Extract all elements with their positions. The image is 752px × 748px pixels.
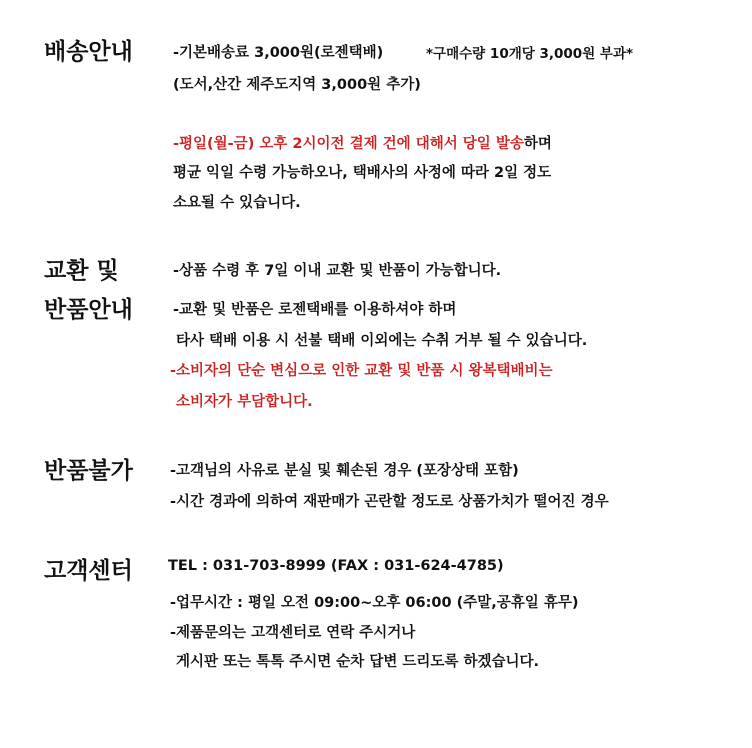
service-inquiry-cont: 게시판 또는 톡톡 주시면 순차 답변 드리도록 하겠습니다.: [176, 654, 540, 670]
exchange-courier-note: 타사 택배 이용 시 선불 택배 이외에는 수취 거부 될 수 있습니다.: [176, 333, 588, 349]
no-return-reason-2: -시간 경과에 의하여 재판매가 곤란할 정도로 상품가치가 떨어진 경우: [170, 494, 609, 510]
exchange-title-line1: 교환 및: [44, 258, 119, 284]
exchange-customer-charge: -소비자의 단순 변심으로 인한 교환 및 반품 시 왕복택배비는: [170, 363, 553, 379]
shipping-extra-fee: (도서,산간 제주도지역 3,000원 추가): [173, 77, 421, 93]
shipping-same-day-highlight: -평일(월-금) 오후 2시이전 결제 건에 대해서 당일 발송: [173, 136, 524, 152]
shipping-quantity-note: *구매수량 10개당 3,000원 부과*: [426, 46, 634, 62]
shipping-title: 배송안내: [44, 39, 133, 65]
exchange-customer-charge-cont: 소비자가 부담합니다.: [176, 394, 313, 410]
shipping-fee: -기본배송료 3,000원(로젠택배): [173, 45, 384, 61]
service-inquiry: -제품문의는 고객센터로 연락 주시거나: [170, 625, 416, 641]
shipping-delivery-info-cont: 소요될 수 있습니다.: [173, 195, 301, 211]
exchange-title-line2: 반품안내: [44, 297, 133, 323]
exchange-courier: -교환 및 반품은 로젠택배를 이용하셔야 하며: [173, 302, 457, 318]
service-hours: -업무시간 : 평일 오전 09:00~오후 06:00 (주말,공휴일 휴무): [170, 595, 579, 611]
exchange-period: -상품 수령 후 7일 이내 교환 및 반품이 가능합니다.: [173, 263, 502, 279]
no-return-title: 반품불가: [44, 458, 133, 484]
no-return-reason-1: -고객님의 사유로 분실 및 훼손된 경우 (포장상태 포함): [170, 463, 519, 479]
service-phone: TEL : 031-703-8999 (FAX : 031-624-4785): [168, 558, 504, 574]
shipping-same-day-rest: 하며: [523, 136, 552, 152]
service-title: 고객센터: [44, 558, 133, 584]
shipping-same-day: [173, 132, 552, 153]
shipping-delivery-info: 평균 익일 수령 가능하오나, 택배사의 사정에 따라 2일 정도: [173, 165, 552, 181]
